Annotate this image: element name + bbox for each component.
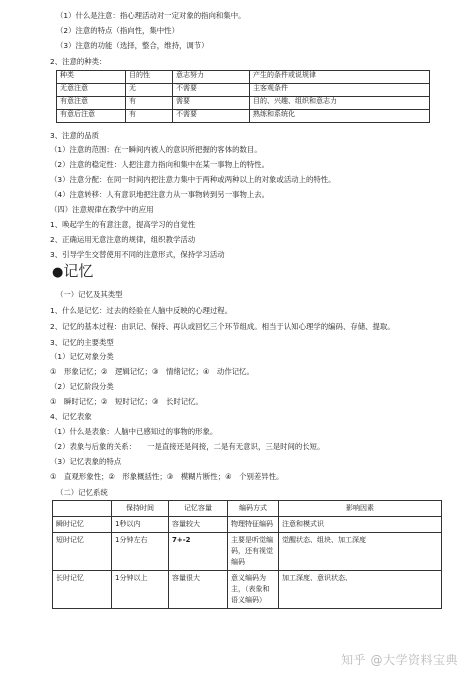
teaching-item: 1、唤起学生的有意注意，提高学习的自觉性 bbox=[50, 220, 196, 229]
table-header-cell: 保持时间 bbox=[112, 501, 169, 517]
table-cell: 加工深度、意识状态、 bbox=[279, 571, 442, 609]
table-cell: 主客观条件 bbox=[250, 84, 430, 97]
table-cell: 注意和模式识 bbox=[279, 517, 442, 533]
table-header-row bbox=[57, 71, 430, 84]
bullet-icon: ● bbox=[52, 265, 64, 280]
quality-item: （2）注意的稳定性：人把注意力指向和集中在某一事物上的特性。 bbox=[50, 160, 270, 169]
table-header-cell: 产生的条件或说规律 bbox=[250, 71, 430, 84]
memory-section-title bbox=[52, 262, 93, 282]
table-cell: 容量很大 bbox=[169, 571, 228, 609]
table-cell: 觉醒状态、组块、加工深度 bbox=[279, 533, 442, 571]
memory-item: （2）表象与后象的关系： 一是直接还是间接，二是有无意识，三是时间的长短。 bbox=[50, 442, 325, 451]
table-cell: 瞬时记忆 bbox=[53, 517, 112, 533]
table-header-row bbox=[53, 501, 442, 517]
attention-definition: （1）什么是注意：指心理活动对一定对象的指向和集中。 bbox=[56, 11, 246, 20]
table-cell: 需要 bbox=[173, 97, 250, 110]
teaching-item: 2、正确运用无意注意的规律，组织教学活动 bbox=[50, 235, 196, 244]
table-cell: 有 bbox=[126, 110, 173, 123]
table-row bbox=[57, 97, 430, 110]
attention-functions: （3）注意的功能（选择，整合，维持，调节） bbox=[56, 41, 209, 50]
memory-item: （1）什么是表象：人脑中已感知过的事物的形象。 bbox=[50, 427, 218, 436]
quality-item: （4）注意转移：人有意识地把注意力从一事物转到另一事物上去。 bbox=[50, 190, 270, 199]
table-row bbox=[53, 571, 442, 609]
quality-item: （1）注意的范围：在一瞬间内被人的意识所把握的客体的数目。 bbox=[50, 145, 262, 154]
table-row bbox=[53, 533, 442, 571]
teaching-item: 3、引导学生交替使用不同的注意形式，保持学习活动 bbox=[50, 250, 225, 259]
table-cell: 长时记忆 bbox=[53, 571, 112, 609]
table-cell: 意义编码为主，（表象和语义编码） bbox=[228, 571, 279, 609]
table-cell: 不需要 bbox=[173, 110, 250, 123]
table-cell: 物理特征编码 bbox=[228, 517, 279, 533]
table-cell: 短时记忆 bbox=[53, 533, 112, 571]
quality-item: （3）注意分配：在同一时间内把注意力集中于两种或两种以上的对象或活动上的特性。 bbox=[50, 175, 336, 184]
table-header-cell: 目的性 bbox=[126, 71, 173, 84]
table-cell: 7+-2 bbox=[169, 533, 228, 571]
table-row bbox=[53, 517, 442, 533]
table-cell: 容量较大 bbox=[169, 517, 228, 533]
table-cell: 有 bbox=[126, 97, 173, 110]
table-header-cell: 编码方式 bbox=[228, 501, 279, 517]
memory-system-heading: （二）记忆系统 bbox=[56, 488, 108, 497]
memory-item: ① 形象记忆；② 逻辑记忆；③ 情绪记忆；④ 动作记忆。 bbox=[50, 367, 254, 376]
memory-item: ① 瞬时记忆；② 短时记忆；③ 长时记忆。 bbox=[50, 397, 203, 406]
memory-item: （1）记忆对象分类 bbox=[50, 352, 114, 361]
zhihu-watermark: 知乎 @大学资料宝典 bbox=[341, 653, 458, 667]
table-cell: 主要是听觉编码，还有视觉编码 bbox=[228, 533, 279, 571]
memory-item: （2）记忆阶段分类 bbox=[50, 382, 114, 391]
table-row bbox=[57, 84, 430, 97]
attention-features: （2）注意的特点（指向性，集中性） bbox=[56, 26, 179, 35]
table-header-cell: 种类 bbox=[57, 71, 126, 84]
table-cell: 熟练和系统化 bbox=[250, 110, 430, 123]
memory-item: （3）记忆表象的特点 bbox=[50, 457, 122, 466]
table-cell: 不需要 bbox=[173, 84, 250, 97]
memory-item: 4、记忆表象 bbox=[50, 412, 92, 421]
table-header-cell: 影响因素 bbox=[279, 501, 442, 517]
memory-item: 2、记忆的基本过程：由识记、保持、再认或回忆三个环节组成。相当于认知心理学的编码、存储、提取。 bbox=[50, 322, 395, 331]
table-cell: 1秒以内 bbox=[112, 517, 169, 533]
table-row bbox=[57, 110, 430, 123]
attention-types-heading: 2、注意的种类： bbox=[50, 57, 107, 66]
table-cell: 有意后注意 bbox=[57, 110, 126, 123]
table-cell: 无意注意 bbox=[57, 84, 126, 97]
memory-types-heading: （一）记忆及其类型 bbox=[56, 290, 123, 299]
memory-item: 1、什么是记忆：过去的经验在人脑中反映的心理过程。 bbox=[50, 306, 233, 315]
table-cell: 无 bbox=[126, 84, 173, 97]
table-cell: 目的、兴趣、组织和意志力 bbox=[250, 97, 430, 110]
table-header-cell: 记忆容量 bbox=[169, 501, 228, 517]
table-header-cell: 意志努力 bbox=[173, 71, 250, 84]
memory-title-text: 记忆 bbox=[63, 262, 94, 280]
memory-item: 3、记忆的主要类型 bbox=[50, 338, 114, 347]
table-cell: 1分钟以上 bbox=[112, 571, 169, 609]
teaching-application-heading: （四）注意规律在教学中的应用 bbox=[50, 205, 154, 214]
table-header-cell bbox=[53, 501, 112, 517]
attention-types-table bbox=[56, 70, 430, 123]
memory-system-table bbox=[52, 500, 442, 609]
attention-quality-heading: 3、注意的品质 bbox=[50, 131, 100, 140]
table-cell: 有意注意 bbox=[57, 97, 126, 110]
table-cell: 1分钟左右 bbox=[112, 533, 169, 571]
memory-item: ① 直观形象性；② 形象概括性；③ 模糊片断性；④ 个别差异性。 bbox=[50, 472, 284, 481]
